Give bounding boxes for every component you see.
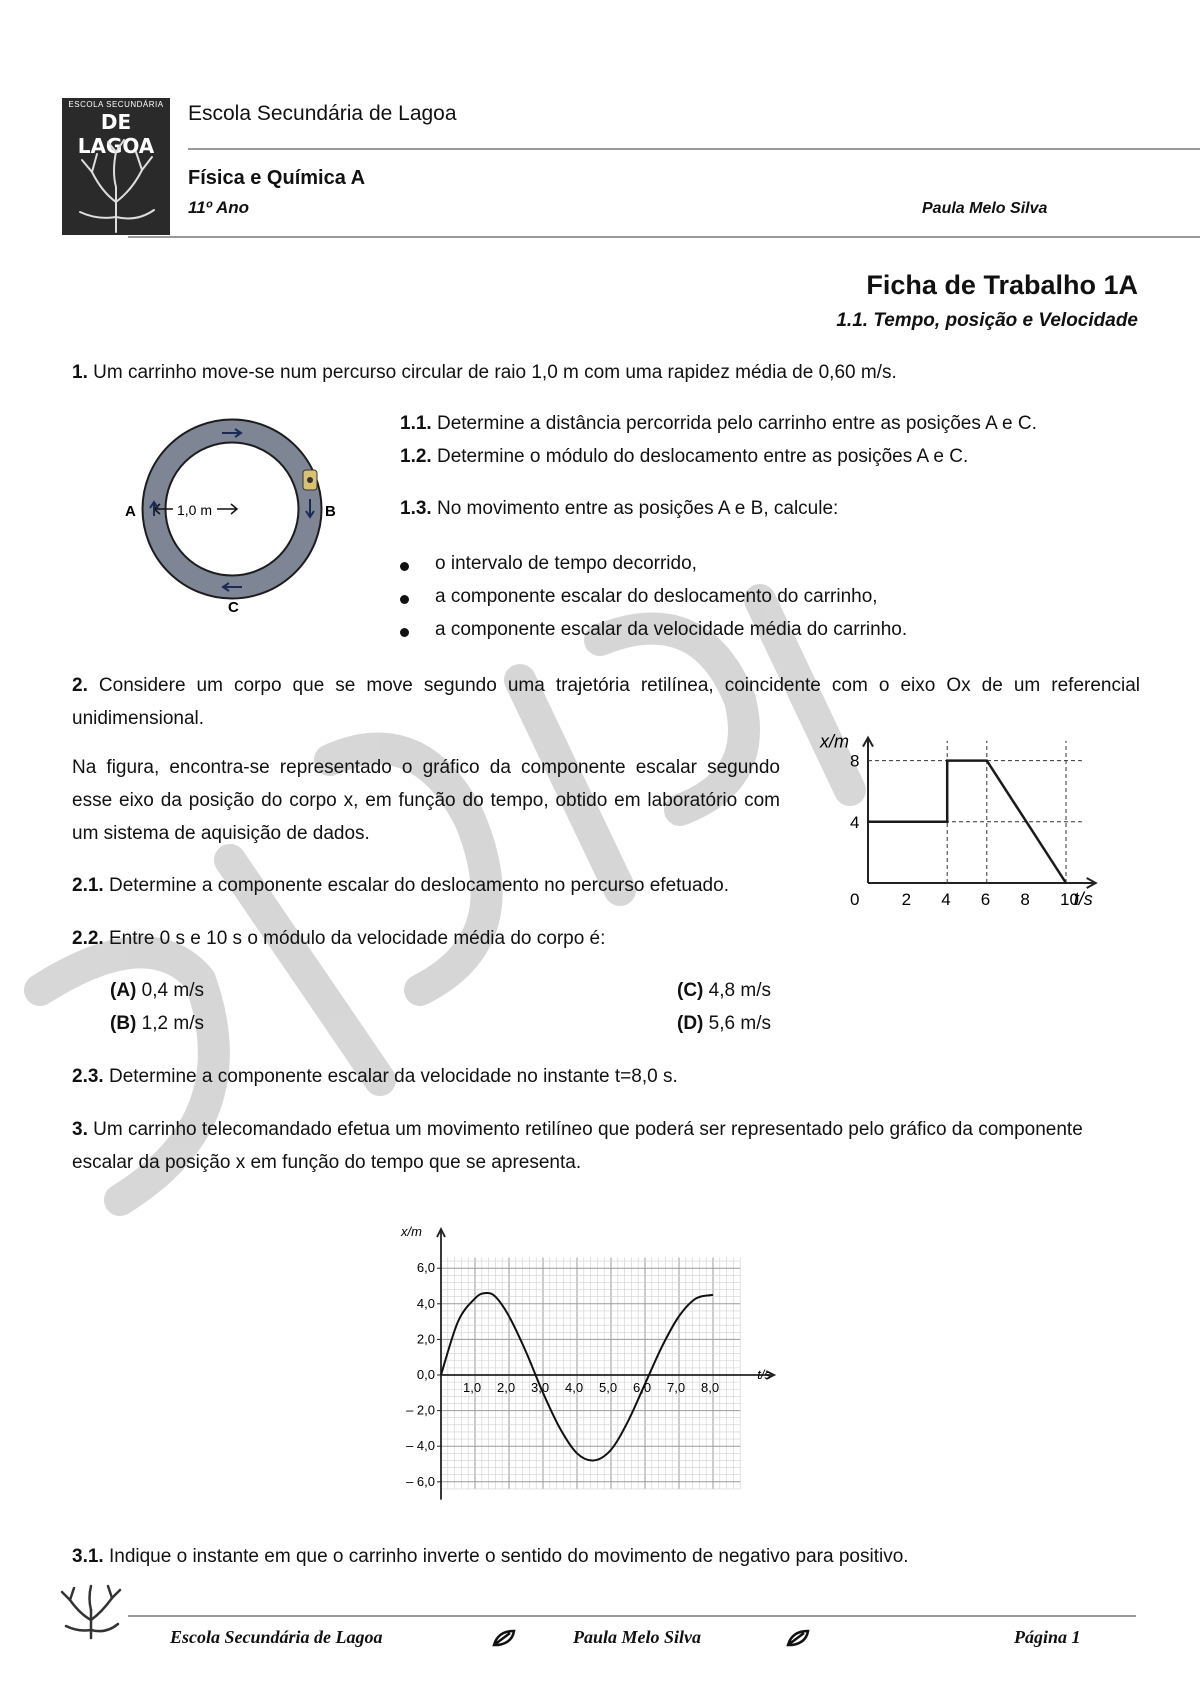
y-tick-label: 2,0: [416, 1331, 435, 1347]
option-c[interactable]: [677, 980, 771, 1002]
x-tick-label: 10: [1060, 890, 1079, 909]
footer-page-number: Página 1: [1014, 1627, 1081, 1647]
leaf-icon: [784, 1627, 814, 1649]
bullet-dot: [400, 562, 409, 571]
y-tick-label: – 4,0: [406, 1438, 435, 1454]
x-tick-label: 5,0: [599, 1380, 618, 1395]
x-tick-label: 4: [941, 890, 951, 909]
logo-top-text: ESCOLA SECUNDÁRIA: [68, 100, 164, 109]
option-a[interactable]: [110, 980, 204, 1002]
bullet-item: [400, 586, 878, 608]
x-tick-label: 8,0: [701, 1380, 720, 1395]
x-axis-label: t/s: [757, 1367, 771, 1382]
y-tick-label: – 2,0: [406, 1402, 435, 1418]
x-tick-label: 7,0: [667, 1380, 686, 1395]
y-tick-label: 6,0: [416, 1260, 435, 1276]
question-text: Um carrinho telecomandado efetua um movimento retilíneo que poderá ser representado pelo gráfico da componente escalar da posição x em função do tempo que se apresenta.: [72, 1119, 1083, 1173]
question-1-1: [400, 407, 1037, 440]
school-logo: [62, 98, 170, 235]
question-2-2: [72, 922, 605, 955]
circular-track-figure: [115, 410, 345, 625]
question-text: Determine o módulo do deslocamento entre as posições A e C.: [436, 446, 969, 467]
option-letter: (A): [110, 980, 137, 1001]
question-text: Determine a distância percorrida pelo carrinho entre as posições A e C.: [436, 413, 1037, 434]
question-number: 1.1.: [400, 413, 432, 434]
footer-divider: [128, 1615, 1136, 1617]
question-number: 3.: [72, 1119, 88, 1140]
x-tick-label: 2: [901, 890, 912, 909]
bullet-text: a componente escalar do deslocamento do carrinho,: [435, 586, 878, 607]
subject-name: Física e Química A: [188, 167, 366, 189]
bullet-text: o intervalo de tempo decorrido,: [435, 553, 697, 574]
question-number: 2.2.: [72, 928, 104, 949]
header-divider: [128, 236, 1200, 238]
tree-icon: [58, 1578, 124, 1640]
logo-name-text: DE LAGOA: [77, 110, 155, 158]
header-divider: [188, 148, 1200, 150]
option-text: 1,2 m/s: [141, 1013, 204, 1034]
option-text: 0,4 m/s: [141, 980, 204, 1001]
x-tick-label: 1,0: [463, 1380, 482, 1395]
question-number: 1.3.: [400, 498, 432, 519]
question-1-2: [400, 440, 968, 473]
y-tick-label: 4,0: [416, 1295, 435, 1311]
question-number: 1.2.: [400, 446, 432, 467]
option-letter: (B): [110, 1013, 137, 1034]
question-text: Um carrinho move-se num percurso circular de raio 1,0 m com uma rapidez média de 0,60 m/s.: [93, 362, 897, 383]
question-2-context: Na figura, encontra-se representado o gráfico da componente escalar segundo esse eixo da posição do corpo x, em função do tempo, obtido em laboratório com um sistema de aquisição de dados.: [72, 757, 780, 844]
question-2-3: [72, 1060, 678, 1093]
x-axis-label: t/s: [1073, 889, 1093, 909]
question-number: 3.1.: [72, 1546, 104, 1567]
y-tick-label: – 6,0: [406, 1473, 435, 1489]
option-text: 4,8 m/s: [708, 980, 771, 1001]
option-letter: (D): [677, 1013, 704, 1034]
question-1-3: [400, 492, 838, 525]
radius-label: 1,0 m: [177, 502, 213, 518]
y-tick-label: 8: [850, 751, 860, 771]
footer-author: Paula Melo Silva: [573, 1627, 702, 1647]
x-tick-label: 6: [980, 890, 991, 909]
leaf-icon: [490, 1627, 520, 1649]
option-text: 5,6 m/s: [708, 1013, 771, 1034]
question-number: 2.: [72, 675, 88, 696]
y-tick-label: 0,0: [416, 1367, 435, 1382]
question-number: 2.1.: [72, 875, 104, 896]
bullet-dot: [400, 628, 409, 637]
bullet-item: [400, 619, 907, 641]
tree-icon: [62, 132, 170, 237]
school-name: Escola Secundária de Lagoa: [188, 102, 457, 125]
option-d[interactable]: [677, 1013, 771, 1035]
question-3-1: [72, 1540, 909, 1573]
x-tick-label: 6,0: [633, 1380, 652, 1395]
x-tick-label: 0: [850, 890, 860, 909]
x-tick-label: 3,0: [531, 1380, 550, 1395]
question-text: Determine a componente escalar do deslocamento no percurso efetuado.: [108, 875, 729, 896]
y-axis-label: x/m: [820, 731, 849, 752]
question-number: 2.3.: [72, 1066, 104, 1087]
question-2-1: [72, 869, 729, 902]
worksheet-title: Ficha de Trabalho 1A: [866, 270, 1138, 300]
school-year: 11º Ano: [188, 198, 249, 217]
bullet-item: [400, 553, 697, 575]
option-b[interactable]: [110, 1013, 204, 1035]
x-tick-label: 8: [1020, 890, 1030, 909]
worksheet-subtitle: 1.1. Tempo, posição e Velocidade: [836, 310, 1138, 331]
question-number: 1.: [72, 362, 88, 383]
position-time-chart-q2: [810, 725, 1110, 915]
question-text: Determine a componente escalar da velocidade no instante t=8,0 s.: [108, 1066, 678, 1087]
question-3: [72, 1113, 1140, 1179]
label-a: A: [125, 503, 136, 520]
question-text: Entre 0 s e 10 s o módulo da velocidade média do corpo é:: [108, 928, 606, 949]
radius-arrow-right: [217, 504, 237, 514]
question-text: Considere um corpo que se move segundo uma trajetória retilínea, coincidente com o eixo Ox de um referencial unidimensional.: [72, 675, 1140, 729]
y-tick-label: 4: [850, 812, 860, 832]
question-text: Indique o instante em que o carrinho inverte o sentido do movimento de negativo para positivo.: [108, 1546, 909, 1567]
bullet-text: a componente escalar da velocidade média do carrinho.: [435, 619, 908, 640]
label-c: C: [228, 599, 239, 616]
x-tick-label: 4,0: [565, 1380, 584, 1395]
option-letter: (C): [677, 980, 704, 1001]
label-b: B: [325, 503, 336, 520]
y-axis-label: x/m: [401, 1224, 422, 1240]
question-1: [72, 356, 1140, 389]
footer-school: Escola Secundária de Lagoa: [170, 1627, 383, 1647]
bullet-dot: [400, 595, 409, 604]
x-tick-label: 2,0: [497, 1380, 516, 1395]
question-text: No movimento entre as posições A e B, calcule:: [436, 498, 839, 519]
position-time-chart-q3: [395, 1205, 815, 1505]
header-author: Paula Melo Silva: [922, 200, 1048, 217]
cart-icon: [303, 470, 317, 490]
